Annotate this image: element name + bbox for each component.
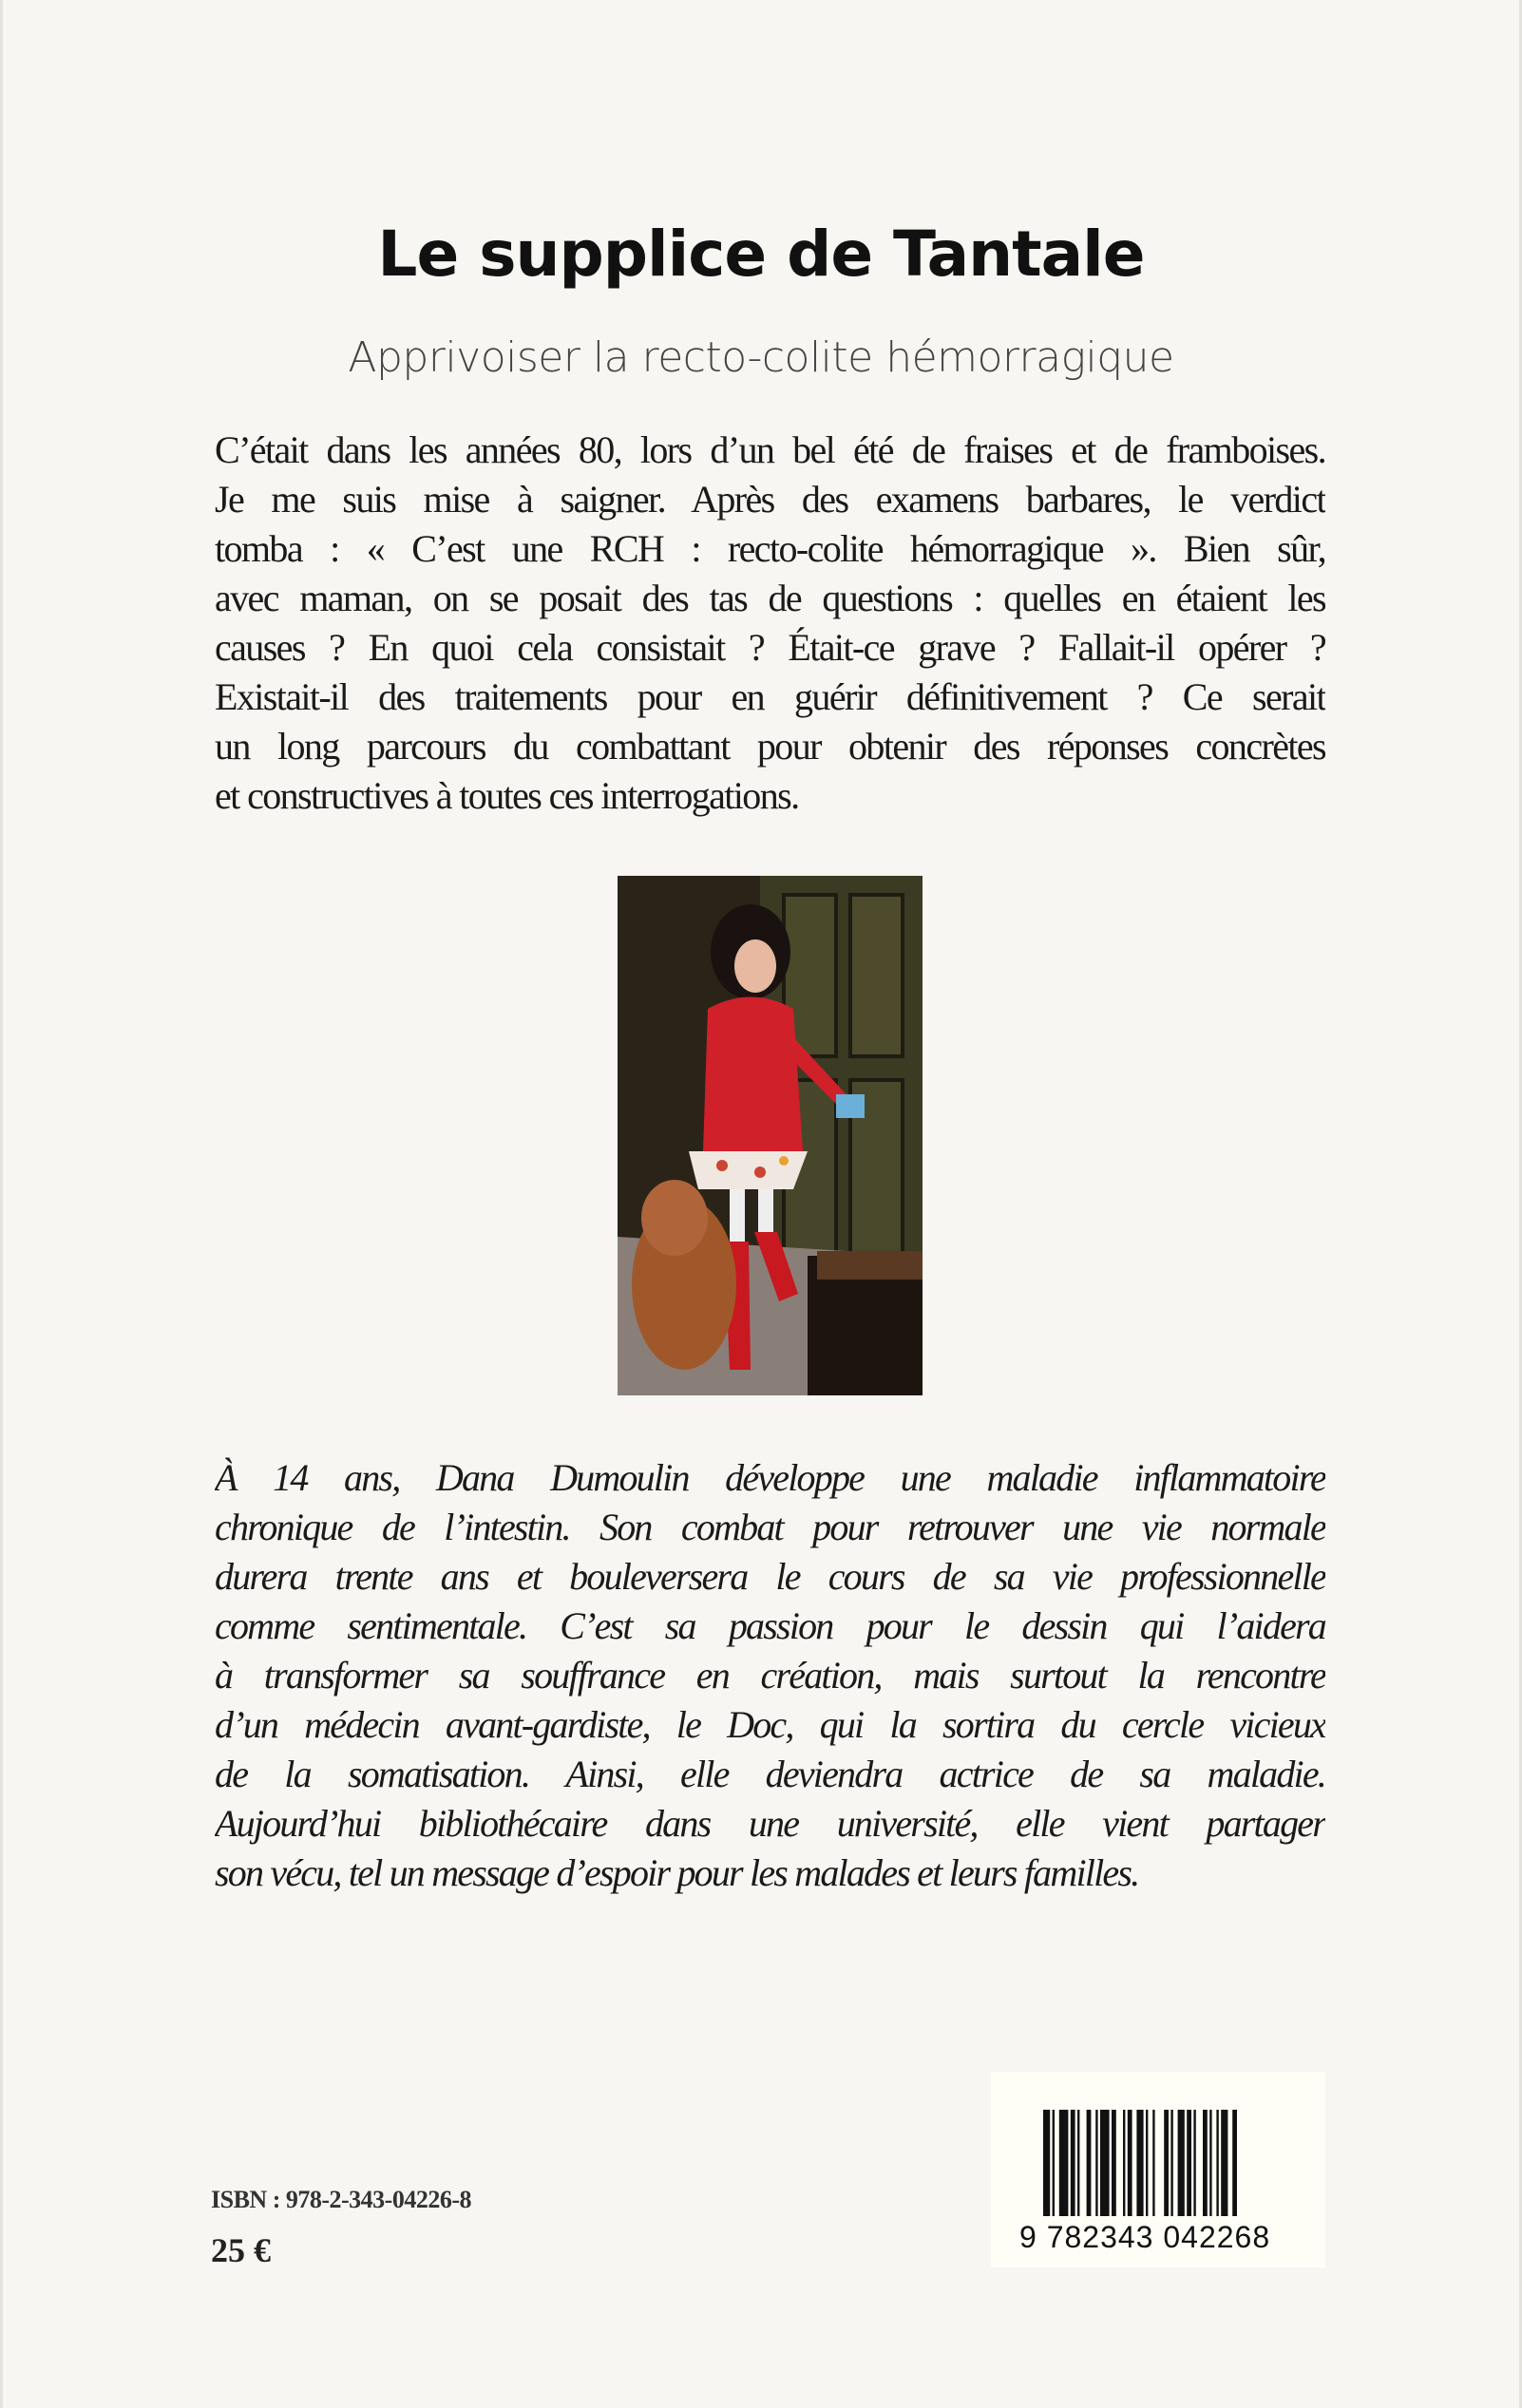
text-line: à transformer sa souffrance en création, mais surtout la rencontre bbox=[215, 1654, 1325, 1697]
text-line: et constructives à toutes ces interrogations. bbox=[215, 774, 799, 817]
barcode-bar bbox=[1216, 2110, 1218, 2216]
barcode-bar bbox=[1178, 2110, 1185, 2216]
text-line: tomba : « C’est une RCH : recto-colite hémorragique ». Bien sûr, bbox=[215, 527, 1325, 570]
barcode-bar bbox=[1100, 2110, 1110, 2216]
barcode-bar bbox=[1053, 2110, 1055, 2216]
text-line: Aujourd’hui bibliothécaire dans une université, elle vient partager bbox=[215, 1802, 1325, 1845]
barcode-bar bbox=[1152, 2110, 1154, 2216]
barcode-bar bbox=[1123, 2110, 1125, 2216]
book-subtitle: Apprivoiser la recto-colite hémorragique bbox=[348, 333, 1174, 382]
barcode-bar bbox=[1146, 2110, 1148, 2216]
barcode-bar bbox=[1221, 2110, 1227, 2216]
barcode-bar bbox=[1187, 2110, 1191, 2216]
barcode-bar bbox=[1203, 2110, 1208, 2216]
barcode-bar bbox=[1209, 2110, 1211, 2216]
book-title: Le supplice de Tantale bbox=[377, 218, 1145, 291]
barcode-bar bbox=[1128, 2110, 1132, 2216]
barcode-bar bbox=[1071, 2110, 1075, 2216]
text-line: avec maman, on se posait des tas de questions : quelles en étaient les bbox=[215, 577, 1325, 619]
barcode-bar bbox=[1043, 2110, 1050, 2216]
barcode-bar bbox=[1059, 2110, 1069, 2216]
barcode-bar bbox=[1232, 2110, 1237, 2216]
text-line: chronique de l’intestin. Son combat pour retrouver une vie normale bbox=[215, 1506, 1325, 1548]
barcode-bar bbox=[1087, 2110, 1092, 2216]
barcode-bar bbox=[1112, 2110, 1116, 2216]
text-line: causes ? En quoi cela consistait ? Était-ce grave ? Fallait-il opérer ? bbox=[215, 626, 1325, 669]
isbn-text: ISBN : 978-2-343-04226-8 bbox=[211, 2186, 471, 2213]
barcode-bar bbox=[1164, 2110, 1169, 2216]
cover-photo-child-with-dog bbox=[618, 876, 923, 1395]
price-text: 25 € bbox=[211, 2231, 271, 2269]
barcode-bar bbox=[1136, 2110, 1143, 2216]
text-line: un long parcours du combattant pour obtenir des réponses concrètes bbox=[215, 725, 1325, 768]
text-line: C’était dans les années 80, lors d’un bel été de fraises et de framboises. bbox=[215, 428, 1325, 471]
barcode-digits: 9 782343 042268 bbox=[1019, 2220, 1271, 2254]
text-line: durera trente ans et bouleversera le cours de sa vie professionnelle bbox=[215, 1555, 1325, 1598]
isbn-barcode bbox=[991, 2072, 1325, 2267]
barcode-bar bbox=[1170, 2110, 1172, 2216]
text-line: d’un médecin avant-gardiste, le Doc, qui la sortira du cercle vicieux bbox=[215, 1703, 1325, 1746]
barcode-bar bbox=[1077, 2110, 1079, 2216]
barcode-bar bbox=[1193, 2110, 1195, 2216]
text-line: À 14 ans, Dana Dumoulin développe une maladie inflammatoire bbox=[215, 1456, 1325, 1499]
text-line: Je me suis mise à saigner. Après des examens barbares, le verdict bbox=[215, 478, 1325, 521]
text-line: de la somatisation. Ainsi, elle deviendra actrice de sa maladie. bbox=[215, 1753, 1325, 1795]
author-bio-paragraph bbox=[215, 1453, 1325, 1898]
text-line: Existait-il des traitements pour en guérir définitivement ? Ce serait bbox=[215, 675, 1325, 718]
text-line: comme sentimentale. C’est sa passion pour le dessin qui l’aidera bbox=[215, 1604, 1325, 1647]
text-line: son vécu, tel un message d’espoir pour les malades et leurs familles. bbox=[215, 1851, 1139, 1894]
barcode-bar bbox=[1095, 2110, 1097, 2216]
intro-paragraph bbox=[215, 426, 1325, 821]
